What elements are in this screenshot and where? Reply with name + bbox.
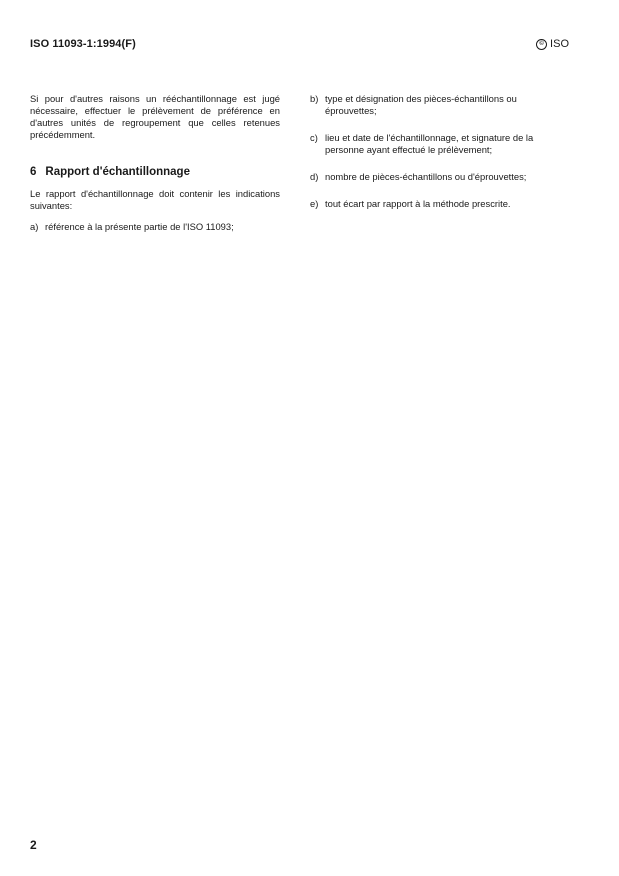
list-text: tout écart par rapport à la méthode prescrite.	[325, 198, 511, 209]
list-item	[310, 198, 561, 210]
org-name: ISO	[550, 38, 569, 50]
right-column	[310, 93, 561, 225]
list-marker: a)	[30, 221, 39, 232]
list-text: nombre de pièces-échantillons ou d'éprouvettes;	[325, 171, 527, 182]
list-item	[310, 171, 561, 183]
section-heading	[30, 166, 280, 178]
section-title: Rapport d'échantillonnage	[45, 166, 190, 178]
list-text: lieu et date de l'échantillonnage, et signature de la personne ayant effectué le prélèvement;	[325, 132, 534, 155]
list-marker: b)	[310, 93, 319, 104]
list-marker: d)	[310, 171, 319, 182]
list-item	[310, 132, 561, 156]
list-marker: c)	[310, 132, 318, 143]
resampling-paragraph: Si pour d'autres raisons un rééchantillonnage est jugé nécessaire, effectuer le prélèvement de préférence en d'autres unités de regroupement que celles retenues précédemment.	[30, 93, 280, 140]
list-item	[310, 93, 561, 117]
list-item	[30, 221, 280, 233]
copyright-icon: ©	[536, 39, 547, 50]
page-number: 2	[30, 838, 37, 852]
list-text: référence à la présente partie de l'ISO 11093;	[45, 221, 234, 232]
section-intro: Le rapport d'échantillonnage doit contenir les indications suivantes:	[30, 188, 280, 211]
standard-id: ISO 11093-1:1994(F)	[30, 38, 136, 50]
list-marker: e)	[310, 198, 319, 209]
section-number: 6	[30, 166, 37, 178]
left-column	[30, 93, 280, 248]
header-org	[536, 38, 569, 50]
list-text: type et désignation des pièces-échantillons ou éprouvettes;	[325, 93, 517, 116]
